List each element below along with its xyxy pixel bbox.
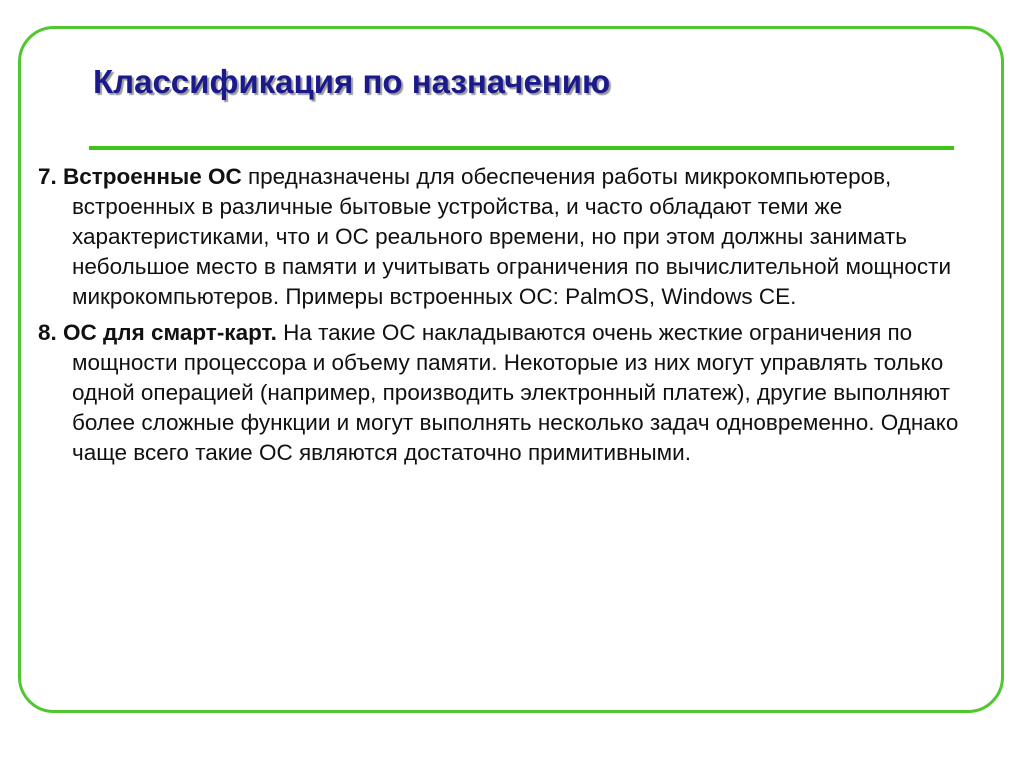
slide-title: Классификация по назначению	[93, 63, 611, 100]
paragraph-lead-embedded-os: 7. Встроенные ОС	[38, 164, 242, 189]
paragraph-embedded-os	[38, 162, 978, 312]
slide-body	[38, 162, 978, 468]
paragraph-lead-smart-card-os: 8. ОС для смарт-карт.	[38, 320, 277, 345]
paragraph-text-smart-card-os: На такие ОС накладываются очень жесткие ограничения по мощности процессора и объему памяти. Некоторые из них могут управлять только одной операцией (например, производить электронный платеж), другие выполняют более сложные функции и могут выполнять несколько задач одновременно. Однако чаще всего такие ОС являются достаточно примитивными.	[72, 320, 959, 465]
paragraph-text-embedded-os: предназначены для обеспечения работы микрокомпьютеров, встроенных в различные бытовые устройства, и часто обладают теми же характеристиками, что и ОС реального времени, но при этом должны занимать небольшое место в памяти и учитывать ограничения по вычислительной мощности микрокомпьютеров. Примеры встроенных ОС: PalmOS, Windows CE.	[72, 164, 952, 309]
paragraph-smart-card-os	[38, 318, 978, 468]
title-underline	[89, 146, 954, 150]
